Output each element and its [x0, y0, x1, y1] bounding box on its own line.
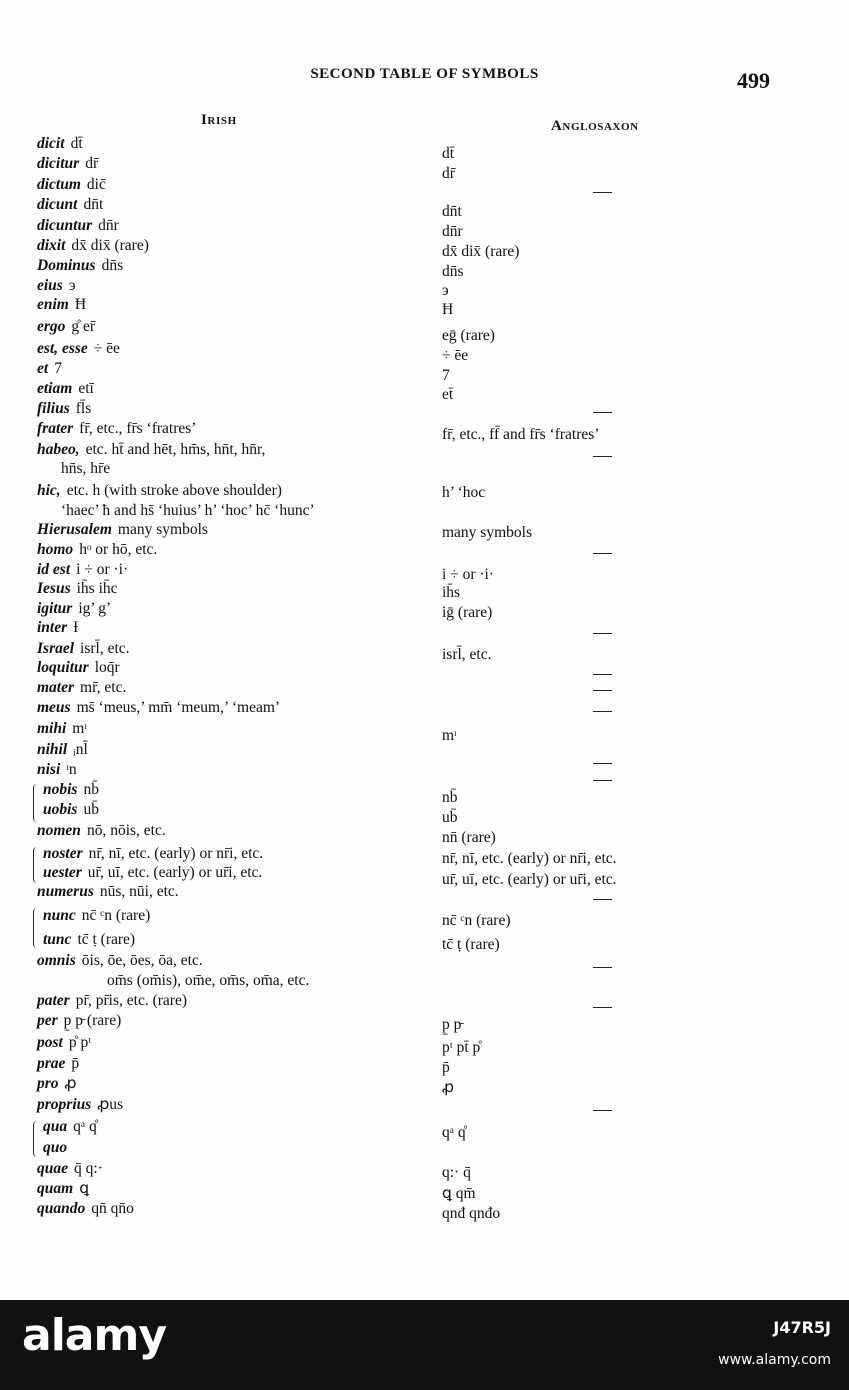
irish-symbol: isrl̄, etc.	[80, 640, 130, 657]
irish-symbol: dn̄s	[101, 257, 124, 274]
irish-entry	[37, 296, 86, 314]
irish-symbol: qn̄ qn̄o	[91, 1200, 134, 1217]
latin-word: homo	[37, 541, 74, 558]
latin-word: quae	[37, 1160, 68, 1177]
absent-dash	[593, 899, 612, 900]
irish-symbol: mr̄, etc.	[80, 679, 127, 696]
irish-entry	[37, 992, 187, 1010]
anglosaxon-entry: eḡ (rare)	[442, 327, 495, 344]
latin-word: Israel	[37, 640, 75, 657]
latin-word: habeo,	[37, 441, 80, 458]
anglosaxon-entry: qᵃ q̊	[442, 1124, 466, 1141]
latin-word: filius	[37, 400, 70, 417]
latin-word: hic,	[37, 482, 61, 499]
irish-entry	[37, 135, 83, 153]
irish-entry	[37, 420, 196, 438]
irish-entry	[37, 1096, 123, 1114]
irish-entry	[37, 640, 130, 658]
latin-word: proprius	[37, 1096, 92, 1113]
alamy-logo: alamy	[22, 1310, 166, 1361]
latin-word: prae	[37, 1055, 66, 1072]
latin-word: pro	[37, 1075, 59, 1092]
irish-entry	[37, 521, 208, 539]
irish-entry	[37, 822, 166, 840]
latin-word: Dominus	[37, 257, 96, 274]
irish-entry	[37, 482, 282, 500]
latin-word: igitur	[37, 600, 73, 617]
latin-word: dicuntur	[37, 217, 93, 234]
irish-entry	[37, 1034, 91, 1052]
absent-dash	[593, 967, 612, 968]
irish-entry	[55, 460, 110, 478]
irish-symbol: э	[68, 277, 76, 294]
anglosaxon-entry: h’ ‘hoc	[442, 484, 486, 501]
column-heading-irish: Irish	[201, 112, 237, 128]
irish-symbol: nb̄	[83, 781, 99, 798]
irish-entry	[37, 1180, 89, 1198]
irish-entry	[37, 380, 94, 398]
irish-entry	[101, 972, 309, 990]
irish-symbol: ur̄, uī, etc. (early) or ur̄i, etc.	[87, 864, 263, 881]
anglosaxon-entry: dn̄s	[442, 263, 464, 280]
irish-entry	[43, 801, 99, 819]
anglosaxon-entry: ꝗ qm̄	[442, 1185, 476, 1202]
anglosaxon-entry: iḡ (rare)	[442, 604, 493, 621]
anglosaxon-entry: ÷ ēe	[442, 347, 469, 364]
latin-word: dixit	[37, 237, 66, 254]
irish-entry	[43, 1118, 97, 1136]
anglosaxon-entry: ih̄s	[442, 584, 461, 601]
absent-dash	[593, 412, 612, 413]
irish-entry	[37, 561, 128, 579]
irish-entry	[43, 864, 262, 882]
irish-entry	[37, 1055, 79, 1073]
irish-entry	[37, 318, 95, 336]
irish-entry	[37, 340, 120, 358]
latin-word: est, esse	[37, 340, 88, 357]
latin-word: numerus	[37, 883, 94, 900]
irish-symbol: g̊ er̄	[71, 318, 96, 335]
irish-symbol: om̄s (om̄is), om̄e, om̄s, om̄a, etc.	[107, 972, 310, 989]
irish-entry	[37, 720, 87, 738]
irish-entry	[37, 360, 62, 378]
irish-symbol: p̱ p̵ (rare)	[63, 1012, 122, 1029]
irish-entry	[37, 761, 77, 779]
irish-symbol: nūs, nūi, etc.	[99, 883, 179, 900]
latin-word: uobis	[43, 801, 78, 818]
irish-entry	[37, 659, 120, 677]
irish-symbol: i ÷ or ·i·	[76, 561, 129, 578]
latin-word: inter	[37, 619, 68, 636]
anglosaxon-entry: dn̄r	[442, 223, 463, 240]
absent-dash	[593, 1007, 612, 1008]
anglosaxon-entry: dr̄	[442, 165, 455, 182]
irish-entry	[43, 907, 150, 925]
absent-dash	[593, 633, 612, 634]
irish-symbol: dt̄	[70, 135, 83, 152]
anglosaxon-entry: ur̄, uī, etc. (early) or ur̄i, etc.	[442, 871, 617, 888]
irish-symbol: ÷ ēe	[93, 340, 120, 357]
latin-word: per	[37, 1012, 58, 1029]
absent-dash	[593, 674, 612, 675]
irish-symbol: Ħ	[74, 296, 87, 313]
irish-symbol: loq̄r	[94, 659, 120, 676]
latin-word: dicunt	[37, 196, 78, 213]
irish-symbol: 7	[54, 360, 62, 377]
irish-symbol: ꝓus	[97, 1096, 124, 1113]
anglosaxon-entry: э	[442, 282, 449, 299]
irish-symbol: ub̄	[83, 801, 99, 818]
absent-dash	[593, 456, 612, 457]
stock-footer	[0, 1300, 849, 1390]
irish-symbol: ᵢnl̄	[73, 741, 88, 758]
brace-nunc-tunc	[33, 908, 39, 948]
irish-symbol: fr̄, etc., fr̄s ‘fratres’	[79, 420, 197, 437]
irish-entry	[37, 883, 179, 901]
image-id: J47R5J	[773, 1318, 831, 1337]
anglosaxon-entry: 7	[442, 367, 450, 384]
absent-dash	[593, 1110, 612, 1111]
irish-entry	[37, 277, 76, 295]
latin-word: meus	[37, 699, 71, 716]
irish-symbol: p̄	[71, 1055, 80, 1072]
latin-word: mihi	[37, 720, 67, 737]
latin-word: nobis	[43, 781, 78, 798]
irish-symbol: nō, nōis, etc.	[86, 822, 166, 839]
irish-entry	[37, 600, 111, 618]
irish-symbol: ᶦn	[66, 761, 77, 778]
irish-entry	[37, 619, 78, 637]
irish-entry	[37, 155, 98, 173]
irish-entry	[55, 502, 315, 520]
irish-entry	[37, 741, 88, 759]
latin-word: id est	[37, 561, 71, 578]
irish-entry	[37, 679, 126, 697]
irish-symbol: nr̄, nī, etc. (early) or nr̄i, etc.	[88, 845, 264, 862]
latin-word: ergo	[37, 318, 66, 335]
irish-entry	[37, 196, 103, 214]
anglosaxon-entry: dn̄t	[442, 203, 462, 220]
irish-symbol: hᵒ or hō, etc.	[79, 541, 158, 558]
anglosaxon-entry: p̱ p̵	[442, 1016, 462, 1033]
irish-symbol: many symbols	[117, 521, 208, 538]
irish-symbol: ms̄ ‘meus,’ mm̄ ‘meum,’ ‘meam’	[76, 699, 281, 716]
irish-symbol: ꝗ	[79, 1180, 90, 1197]
irish-symbol: mᶦ	[72, 720, 87, 737]
anglosaxon-entry: nc̄ ᶜn (rare)	[442, 912, 511, 929]
irish-entry	[37, 257, 123, 275]
irish-symbol: p̊ pᵗ	[68, 1034, 92, 1051]
irish-symbol: dic̄	[86, 176, 106, 193]
latin-word: qua	[43, 1118, 68, 1135]
anglosaxon-entry: nb̄	[442, 789, 458, 806]
anglosaxon-entry: tc̄ ṭ (rare)	[442, 936, 500, 953]
brace-nobis-uobis	[33, 784, 39, 822]
latin-word: noster	[43, 845, 83, 862]
page-number: 499	[737, 68, 770, 93]
anglosaxon-entry: qnđ qnđo	[442, 1205, 501, 1222]
irish-entry	[37, 580, 118, 598]
irish-entry	[37, 1160, 103, 1178]
irish-entry	[43, 931, 135, 949]
latin-word: tunc	[43, 931, 72, 948]
irish-symbol: dr̄	[85, 155, 99, 172]
latin-word: frater	[37, 420, 74, 437]
irish-symbol: ih̄s ih̄c	[76, 580, 118, 597]
anglosaxon-entry: dt̄	[442, 145, 455, 162]
irish-entry	[37, 441, 265, 459]
irish-entry	[37, 699, 280, 717]
anglosaxon-entry: isrl̄, etc.	[442, 646, 492, 663]
irish-symbol: ōis, ōe, ōes, ōa, etc.	[81, 952, 203, 969]
latin-word: dicitur	[37, 155, 80, 172]
irish-symbol: etc. ht̄ and hēt, hm̄s, hn̄t, hn̄r,	[85, 441, 266, 458]
irish-symbol: dx̄ dix̄ (rare)	[71, 237, 149, 254]
irish-entry	[43, 845, 263, 863]
latin-word: loquitur	[37, 659, 89, 676]
anglosaxon-entry: et̄	[442, 386, 454, 403]
column-heading-anglosaxon: Anglosaxon	[551, 118, 639, 134]
latin-word: dicit	[37, 135, 65, 152]
anglosaxon-entry: pᵗ pt̄ p̊	[442, 1039, 481, 1056]
latin-word: nomen	[37, 822, 81, 839]
latin-word: pater	[37, 992, 70, 1009]
irish-entry	[37, 1200, 134, 1218]
latin-word: quo	[43, 1139, 68, 1156]
anglosaxon-entry: i ÷ or ·i·	[442, 566, 494, 583]
irish-symbol: dn̄t	[83, 196, 104, 213]
latin-word: et	[37, 360, 49, 377]
irish-symbol: q̄ q:·	[74, 1160, 103, 1177]
brace-qua-quo	[33, 1121, 39, 1157]
irish-entry	[37, 952, 203, 970]
latin-word: mater	[37, 679, 75, 696]
latin-word: post	[37, 1034, 63, 1051]
anglosaxon-entry: dx̄ dix̄ (rare)	[442, 243, 520, 260]
irish-symbol: tc̄ ṭ (rare)	[77, 931, 136, 948]
anglosaxon-entry: ꝓ	[442, 1079, 455, 1096]
latin-word: nunc	[43, 907, 76, 924]
latin-word: nisi	[37, 761, 61, 778]
irish-symbol: fl̄s	[75, 400, 92, 417]
anglosaxon-entry: nn̄ (rare)	[442, 829, 496, 846]
anglosaxon-entry: fr̄, etc., ff̄ and fr̄s ‘fratres’	[442, 426, 600, 443]
anglosaxon-entry: p̄	[442, 1059, 450, 1076]
irish-entry	[37, 237, 149, 255]
latin-word: eius	[37, 277, 63, 294]
anglosaxon-entry: ub̄	[442, 809, 458, 826]
anglosaxon-entry: Ħ	[442, 301, 454, 318]
irish-entry	[37, 217, 119, 235]
absent-dash	[593, 780, 612, 781]
footer-url: www.alamy.com	[718, 1352, 831, 1368]
absent-dash	[593, 763, 612, 764]
irish-symbol: hn̄s, hr̄e	[61, 460, 111, 477]
irish-symbol: dn̄r	[98, 217, 119, 234]
page-title: SECOND TABLE OF SYMBOLS	[310, 66, 539, 82]
irish-symbol: etī	[78, 380, 94, 397]
latin-word: enim	[37, 296, 69, 313]
absent-dash	[593, 553, 612, 554]
irish-entry	[37, 400, 91, 418]
irish-symbol: nc̄ ᶜn (rare)	[81, 907, 151, 924]
latin-word: nihil	[37, 741, 68, 758]
irish-entry	[37, 541, 157, 559]
anglosaxon-entry: q:· q̄	[442, 1164, 471, 1181]
irish-symbol: pr̄, pr̄is, etc. (rare)	[75, 992, 187, 1009]
anglosaxon-entry: mᶦ	[442, 727, 457, 744]
irish-symbol: etc. h (with stroke above shoulder)	[66, 482, 282, 499]
absent-dash	[593, 711, 612, 712]
brace-noster-uester	[33, 847, 39, 883]
irish-entry	[37, 176, 106, 194]
latin-word: quam	[37, 1180, 74, 1197]
latin-word: quando	[37, 1200, 86, 1217]
anglosaxon-entry: many symbols	[442, 524, 532, 541]
irish-entry	[37, 1075, 77, 1093]
latin-word: uester	[43, 864, 82, 881]
irish-entry	[37, 1012, 121, 1030]
latin-word: etiam	[37, 380, 73, 397]
latin-word: Iesus	[37, 580, 71, 597]
irish-symbol: qᵃ q̊	[73, 1118, 97, 1135]
irish-symbol: ‘haec’ ħ and hs̄ ‘huius’ h’ ‘hoc’ hc̄ ‘hunc’	[61, 502, 315, 519]
anglosaxon-entry: nr̄, nī, etc. (early) or nr̄i, etc.	[442, 850, 617, 867]
irish-symbol: ꝓ	[64, 1075, 77, 1092]
latin-word: omnis	[37, 952, 76, 969]
irish-symbol: Ɨ	[73, 619, 79, 636]
irish-entry	[43, 1139, 73, 1157]
latin-word: dictum	[37, 176, 81, 193]
irish-entry	[43, 781, 99, 799]
absent-dash	[593, 192, 612, 193]
irish-symbol: ig’ g’	[78, 600, 112, 617]
latin-word: Hierusalem	[37, 521, 112, 538]
absent-dash	[593, 690, 612, 691]
